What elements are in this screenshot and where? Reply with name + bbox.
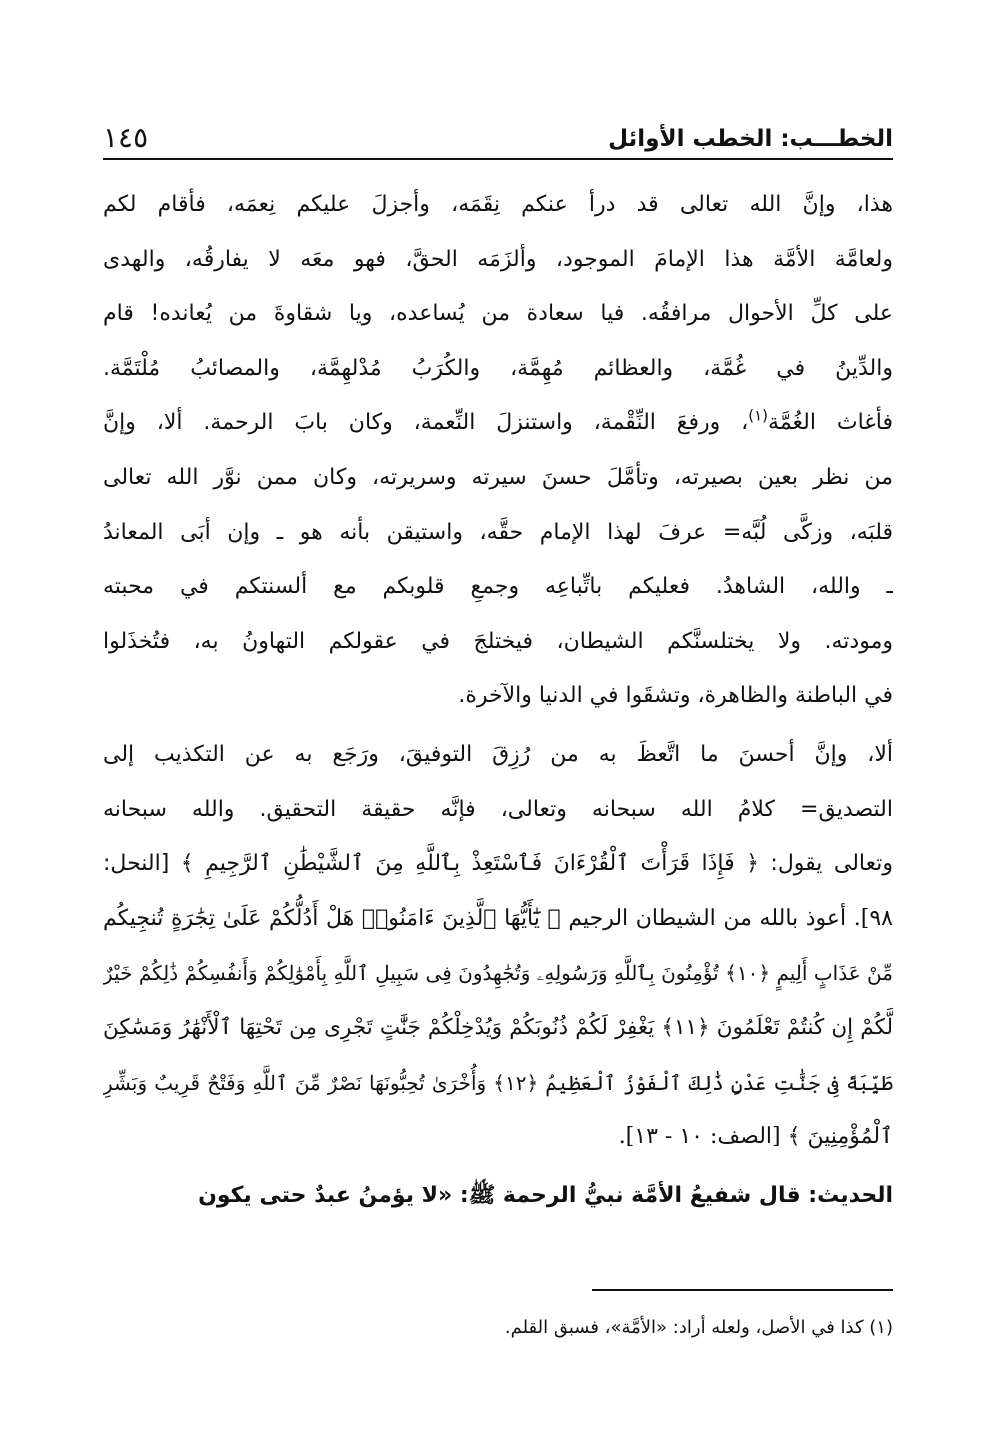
- footnote-rule: [592, 1289, 893, 1291]
- quran-line: ٩٨]. أعوذ بالله من الشيطان الرجيم ﴿ يَٰٓأَيُّهَا ٱلَّذِينَ ءَامَنُوا۟ هَلْ أَدُلُّكُمْ عَلَىٰ تِجَٰرَةٍ تُنجِيكُم: [103, 905, 893, 931]
- text-line: على كلِّ الأحوال مرافقُه. فيا سعادة من يُساعده، ويا شقاوةَ من يُعانده! قام: [103, 301, 893, 327]
- text-segment: : قال شفيعُ الأمَّة نبيُّ الرحمة ﷺ: «لا يؤمنُ عبدٌ حتى يكون: [198, 1182, 818, 1208]
- text-line: ومودته. ولا يختلسنَّكم الشيطان، فيختلجَ في عقولكم التهاونُ به، فتُخذَلوا: [103, 628, 893, 654]
- text-line: من نظر بعين بصيرته، وتأمَّلَ حسنَ سيرته وسريرته، وكان ممن نوَّر الله تعالى: [103, 464, 893, 490]
- text-line: وتعالى يقول: ﴿ فَإِذَا قَرَأْتَ ٱلْقُرْءَانَ فَٱسْتَعِذْ بِٱللَّهِ مِنَ ٱلشَّيْطَٰنِ ٱلرَّجِيمِ ﴾ [النحل:: [103, 851, 893, 877]
- text-line: في الباطنة والظاهرة، وتشقَوا في الدنيا والآخرة.: [458, 683, 893, 709]
- main-text: [103, 178, 893, 1223]
- paragraph-2: [103, 728, 893, 1165]
- quran-line: طَيِّبَةً فِى جَنَّٰتِ عَدْنٍ ذَٰلِكَ ٱلْفَوْزُ ٱلْعَظِيمُ ﴿١٢﴾ وَأُخْرَىٰ تُحِبُّونَهَا نَصْرٌ مِّنَ ٱللَّهِ وَفَتْحٌ قَرِيبٌ وَبَشِّرِ: [103, 1070, 893, 1095]
- paragraph-3: [103, 1169, 893, 1224]
- page-header: [103, 118, 893, 158]
- footnote-marker: (١): [748, 407, 769, 426]
- quran-line: مِّنْ عَذَابٍ أَلِيمٍ ﴿١٠﴾ تُؤْمِنُونَ بِٱللَّهِ وَرَسُولِهِۦ وَتُجَٰهِدُونَ فِى سَبِيلِ ٱللَّهِ بِأَمْوَٰلِكُمْ وَأَنفُسِكُمْ ذَٰلِكُمْ خَيْرٌ: [103, 961, 893, 986]
- text-line: ألا، وإنَّ أحسنَ ما اتَّعظَ به من رُزِقَ التوفيقَ، ورَجَع به عن التكذيب إلى: [103, 741, 893, 767]
- paragraph-1: [103, 178, 893, 724]
- footnote: (١) كذا في الأصل، ولعله أراد: «الأمَّة»، فسبق القلم.: [504, 1317, 893, 1338]
- text-segment: فأغاث الغُمَّة: [768, 410, 893, 436]
- text-line: ـ والله، الشاهدُ. فعليكم باتِّباعِه وجمعِ قلوبكم مع ألسنتكم في محبته: [103, 574, 893, 600]
- text-line: والدِّينُ في غُمَّة، والعظائم مُهِمَّة، والكُرَبُ مُدْلهِمَّة، والمصائبُ مُلْتَمَّة.: [103, 355, 893, 381]
- quran-line: لَّكُمْ إِن كُنتُمْ تَعْلَمُونَ ﴿١١﴾ يَغْفِرْ لَكُمْ ذُنُوبَكُمْ وَيُدْخِلْكُمْ جَنَّٰتٍ تَجْرِى مِن تَحْتِهَا ٱلْأَنْهَٰرُ وَمَسَٰكِنَ: [103, 1014, 893, 1040]
- text-segment: ، ورفعَ النِّقْمة، واستنزلَ النِّعمة، وكان بابَ الرحمة. ألا، وإنَّ: [103, 410, 749, 436]
- text-line-with-footnote: [103, 396, 893, 451]
- hadith-label: الحديث: [817, 1182, 893, 1208]
- text-line: التصديق= كلامُ الله سبحانه وتعالى، فإنَّه حقيقة التحقيق. والله سبحانه: [103, 796, 893, 822]
- header-rule: [103, 158, 893, 160]
- running-title: الخطـــب: الخطب الأوائل: [608, 126, 893, 152]
- quran-line: ٱلْمُؤْمِنِينَ ﴾ [الصف: ١٠ - ١٣].: [618, 1124, 893, 1150]
- text-line: ولعامَّة الأمَّة هذا الإمامَ الموجود، وألزَمَه الحقَّ، فهو معَه لا يفارقُه، والهدى: [103, 246, 893, 272]
- text-line: هذا، وإنَّ الله تعالى قد درأ عنكم نِقَمَه، وأجزلَ عليكم نِعمَه، فأقام لكم: [103, 192, 893, 217]
- page-number: ١٤٥: [103, 121, 149, 154]
- hadith-line: [103, 1169, 893, 1224]
- text-line: قلبَه، وزكَّى لُبَّه= عرفَ لهذا الإمام حقَّه، واستيقن بأنه هو ـ وإن أبَى المعاندُ: [103, 519, 893, 545]
